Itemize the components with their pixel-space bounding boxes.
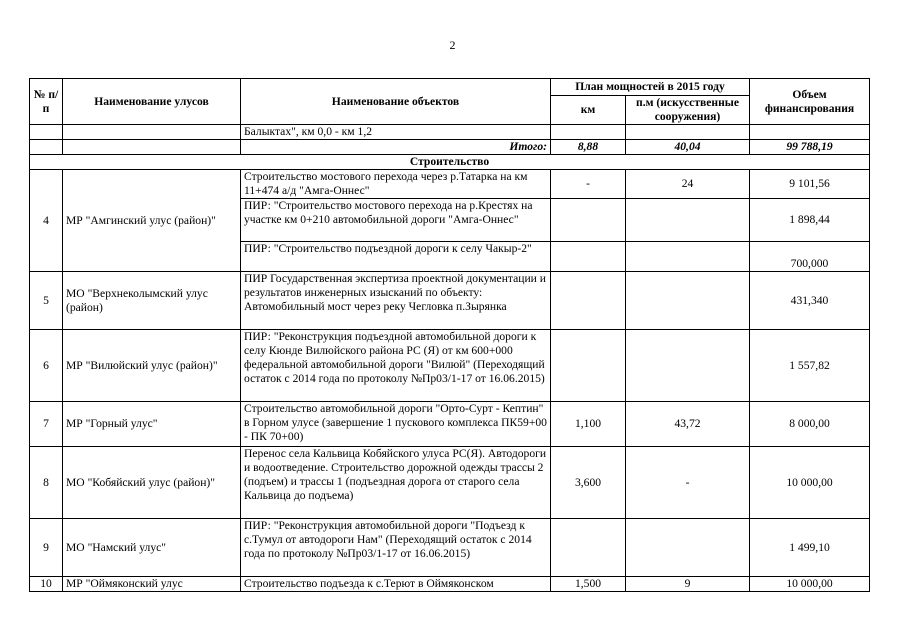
row-finance: 700,000 (750, 242, 870, 272)
row-object: Строительство автомобильной дороги "Орто-Сурт - Кептин" в Горном улусе (завершение 1 пускового комплекса ПК59+00 - ПК 70+00) (241, 402, 551, 447)
row-ulus: МО "Кобяйский улус (район)" (63, 447, 241, 519)
row-object: Строительство мостового перехода через р.Татарка на км 11+474 а/д "Амга-Оннес" (241, 170, 551, 199)
row-km: 3,600 (551, 447, 626, 519)
total-pm: 40,04 (626, 140, 750, 155)
table-row (30, 519, 870, 577)
table-row (30, 170, 870, 199)
table-row (30, 402, 870, 447)
row-ulus: МР "Амгинский улус (район)" (63, 170, 241, 272)
row-object: ПИР: "Строительство подъездной дороги к селу Чакыр-2" (241, 242, 551, 272)
row-finance: 1 557,82 (750, 330, 870, 402)
table-row (30, 272, 870, 330)
row-pm: 43,72 (626, 402, 750, 447)
total-km: 8,88 (551, 140, 626, 155)
row-ulus: МР "Оймяконский улус (63, 577, 241, 592)
row-km: - (551, 170, 626, 199)
row-km (551, 272, 626, 330)
row-km (551, 199, 626, 242)
total-finance: 99 788,19 (750, 140, 870, 155)
col-header-ulus: Наименование улусов (63, 79, 241, 125)
col-header-finance: Объем финансирования (750, 79, 870, 125)
continuation-row (30, 125, 870, 140)
continuation-object: Балыктах", км 0,0 - км 1,2 (241, 125, 551, 140)
row-object: Строительство подъезда к с.Терют в Оймяконском (241, 577, 551, 592)
row-object: ПИР: "Реконструкция подъездной автомобильной дороги к селу Кюнде Вилюйского района РС (Я) от км 600+000 федеральной автомобильной дороги "Вилюй" (Переходящий остаток с 2014 года по протоколу №Пр03/1-17 от 16.06.2015) (241, 330, 551, 402)
row-ulus: МО "Верхнеколымский улус (район) (63, 272, 241, 330)
row-object: ПИР: "Реконструкция автомобильной дороги "Подъезд к с.Тумул от автодороги Нам" (Переходящий остаток с 2014 года по протоколу №Пр03/1-17 от 16.06.2015) (241, 519, 551, 577)
row-pm (626, 519, 750, 577)
row-finance: 10 000,00 (750, 577, 870, 592)
row-ulus: МР "Вилюйский улус (район)" (63, 330, 241, 402)
table-row (30, 330, 870, 402)
row-pm (626, 242, 750, 272)
row-object: ПИР: "Строительство мостового перехода на р.Крестях на участке км 0+210 автомобильной дороги "Амга-Оннес" (241, 199, 551, 242)
section-row (30, 155, 870, 170)
col-header-km: км (551, 96, 626, 125)
row-pm (626, 199, 750, 242)
section-title: Строительство (30, 155, 870, 170)
row-km: 1,100 (551, 402, 626, 447)
row-km (551, 330, 626, 402)
col-header-pm: п.м (искусственные сооружения) (626, 96, 750, 125)
row-num: 10 (30, 577, 63, 592)
header-row-1 (30, 79, 870, 96)
row-ulus: МО "Намский улус" (63, 519, 241, 577)
row-finance: 8 000,00 (750, 402, 870, 447)
row-num: 7 (30, 402, 63, 447)
table-row (30, 447, 870, 519)
row-object: ПИР Государственная экспертиза проектной документации и результатов инженерных изысканий по объекту: Автомобильный мост через реку Чегловка п.Зырянка (241, 272, 551, 330)
col-header-num: № п/п (30, 79, 63, 125)
col-header-objects: Наименование объектов (241, 79, 551, 125)
financing-table (29, 78, 870, 592)
row-km (551, 519, 626, 577)
row-pm: 9 (626, 577, 750, 592)
page-number: 2 (449, 38, 456, 52)
row-num: 9 (30, 519, 63, 577)
row-finance: 10 000,00 (750, 447, 870, 519)
row-finance: 1 898,44 (750, 199, 870, 242)
row-km: 1,500 (551, 577, 626, 592)
col-header-plan: План мощностей в 2015 году (551, 79, 750, 96)
row-object: Перенос села Кальвица Кобяйского улуса РС(Я). Автодороги и водоотведение. Строительство дорожной одежды трассы 2 (подъем) и трассы 1 (подъездная дорога от старого села Кальвица до подъема) (241, 447, 551, 519)
row-pm (626, 330, 750, 402)
row-num: 6 (30, 330, 63, 402)
row-num: 5 (30, 272, 63, 330)
row-ulus: МР "Горный улус" (63, 402, 241, 447)
row-pm (626, 272, 750, 330)
total-row (30, 140, 870, 155)
row-finance: 9 101,56 (750, 170, 870, 199)
row-pm: 24 (626, 170, 750, 199)
row-num: 8 (30, 447, 63, 519)
total-label: Итого: (241, 140, 551, 155)
table-row (30, 577, 870, 592)
row-finance: 431,340 (750, 272, 870, 330)
row-num: 4 (30, 170, 63, 272)
row-pm: - (626, 447, 750, 519)
row-finance: 1 499,10 (750, 519, 870, 577)
row-km (551, 242, 626, 272)
